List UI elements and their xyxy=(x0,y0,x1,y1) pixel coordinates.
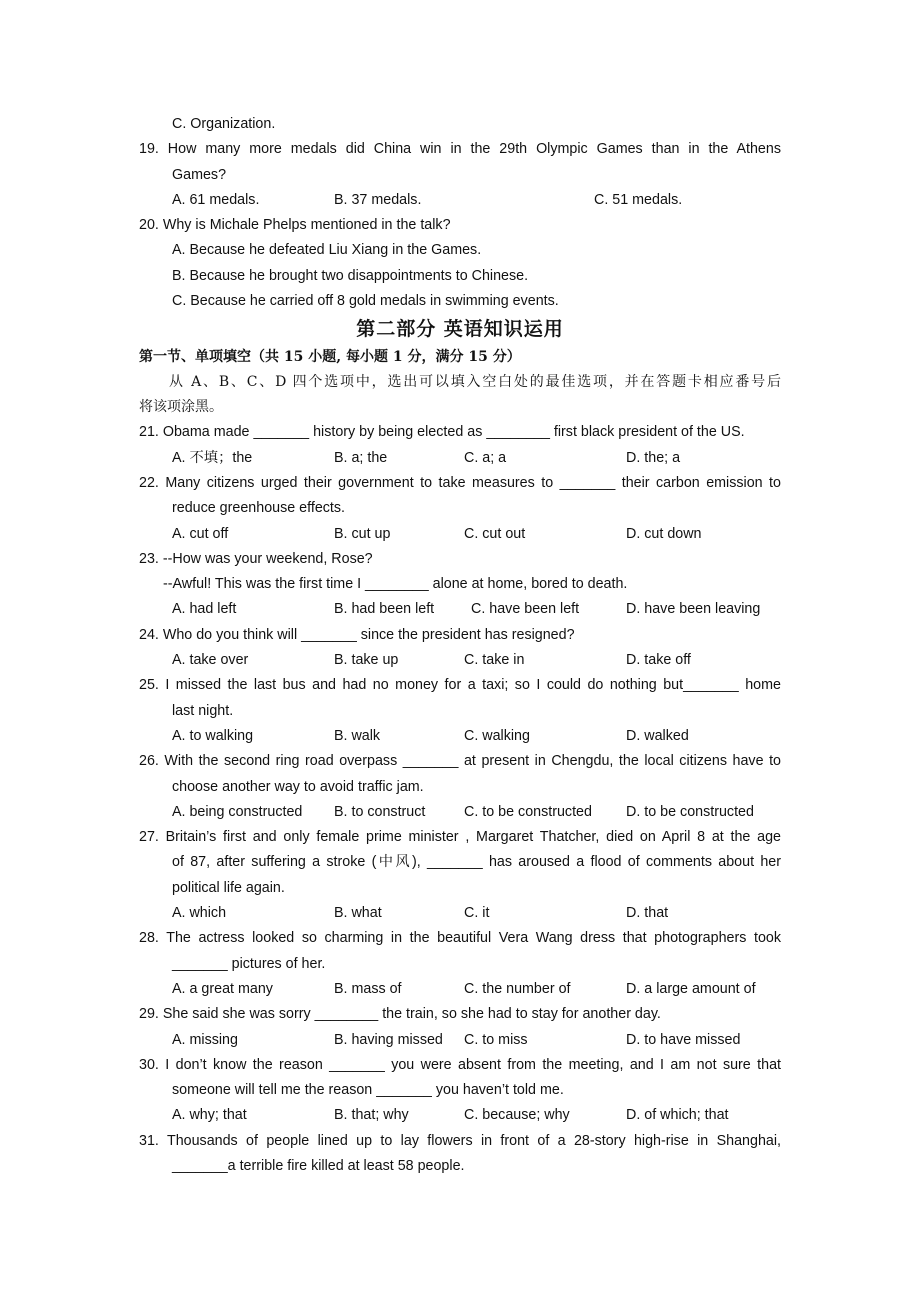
q24-option-d: D. take off xyxy=(626,652,691,669)
q21-options xyxy=(139,446,781,471)
q30-stem-line2: someone will tell me the reason _______ you haven’t told me. xyxy=(172,1082,564,1099)
instruction-line1: 从 A、B、C、D 四个选项中，选出可以填入空白处的最佳选项，并在答题卡相应番号后 xyxy=(169,374,781,391)
q28-stem-line1: 28. The actress looked so charming in the beautiful Vera Wang dress that photographers took xyxy=(139,930,781,947)
q20-option-a: A. Because he defeated Liu Xiang in the Games. xyxy=(172,242,482,259)
q20-option-c: C. Because he carried off 8 gold medals in swimming events. xyxy=(172,293,559,310)
q28-option-c: C. the number of xyxy=(464,980,571,997)
q26-options xyxy=(139,800,781,825)
q24-option-b: B. take up xyxy=(334,652,399,669)
q23-option-b: B. had been left xyxy=(334,601,435,618)
q23-option-d: D. have been leaving xyxy=(626,601,761,618)
q21-option-d: D. the; a xyxy=(626,449,681,466)
q25-stem-line2: last night. xyxy=(172,702,234,719)
q28-stem-line2: _______ pictures of her. xyxy=(172,955,326,972)
q21-option-a: A. 不填；the xyxy=(172,449,253,466)
q22-stem-line1: 22. Many citizens urged their government to take measures to _______ their carbon emission to xyxy=(139,474,781,491)
q19-option-c: C. 51 medals. xyxy=(594,191,683,208)
q19-option-a: A. 61 medals. xyxy=(172,191,260,208)
q25-options xyxy=(139,724,781,749)
q28-options xyxy=(139,977,781,1002)
q31-stem-line2: _______a terrible fire killed at least 58 people. xyxy=(172,1157,465,1174)
q30-options xyxy=(139,1103,781,1128)
exam-page xyxy=(139,112,781,1179)
q23-stem-line2: --Awful! This was the first time I ________ alone at home, bored to death. xyxy=(163,576,628,593)
q27-options xyxy=(139,901,781,926)
q27-option-a: A. which xyxy=(172,905,227,922)
q25-option-a: A. to walking xyxy=(172,727,254,744)
q22-option-b: B. cut up xyxy=(334,525,391,542)
q22-option-c: C. cut out xyxy=(464,525,526,542)
q24-stem: 24. Who do you think will _______ since the president has resigned? xyxy=(139,626,575,643)
q23-option-c: C. have been left xyxy=(471,601,580,618)
q27-option-c: C. it xyxy=(464,905,490,922)
q29-stem: 29. She said she was sorry ________ the train, so she had to stay for another day. xyxy=(139,1006,661,1023)
q26-option-a: A. being constructed xyxy=(172,803,303,820)
q26-stem-line1: 26. With the second ring road overpass _______ at present in Chengdu, the local citizens have to xyxy=(139,753,781,770)
instruction-line2: 将该项涂黑。 xyxy=(139,399,223,416)
q25-option-b: B. walk xyxy=(334,727,381,744)
q31-stem-line1: 31. Thousands of people lined up to lay flowers in front of a 28-story high-rise in Shanghai, xyxy=(139,1132,781,1149)
q21-option-c: C. a; a xyxy=(464,449,507,466)
q26-option-d: D. to be constructed xyxy=(626,803,754,820)
q29-options xyxy=(139,1028,781,1053)
q22-options xyxy=(139,522,781,547)
q29-option-b: B. having missed xyxy=(334,1031,443,1048)
q30-option-d: D. of which; that xyxy=(626,1107,729,1124)
q23-options xyxy=(139,597,781,622)
q28-option-b: B. mass of xyxy=(334,980,402,997)
q25-option-d: D. walked xyxy=(626,727,689,744)
q27-stem-line2: of 87, after suffering a stroke (中风), _______ has aroused a flood of comments about her xyxy=(172,854,781,871)
q25-option-c: C. walking xyxy=(464,727,530,744)
q30-option-c: C. because; why xyxy=(464,1107,570,1124)
q20-option-b: B. Because he brought two disappointments to Chinese. xyxy=(172,267,529,284)
q21-option-b: B. a; the xyxy=(334,449,388,466)
q28-option-d: D. a large amount of xyxy=(626,980,756,997)
q21-stem: 21. Obama made _______ history by being elected as ________ first black president of the US. xyxy=(139,424,745,441)
q29-option-a: A. missing xyxy=(172,1031,238,1048)
q18-option-c: C. Organization. xyxy=(172,116,276,132)
q28-option-a: A. a great many xyxy=(172,980,273,997)
section-heading: 第一节、单项填空（共 15 小题, 每小题 1 分，满分 15 分） xyxy=(139,349,521,366)
q29-option-c: C. to miss xyxy=(464,1031,528,1048)
q30-stem-line1: 30. I don’t know the reason _______ you were absent from the meeting, and I am not sure that xyxy=(139,1056,781,1073)
q19-stem-line2: Games? xyxy=(172,166,227,183)
q23-option-a: A. had left xyxy=(172,601,237,618)
q19-stem-line1: 19. How many more medals did China win in the 29th Olympic Games than in the Athens xyxy=(139,141,781,158)
q29-option-d: D. to have missed xyxy=(626,1031,741,1048)
part2-title: 第二部分 英语知识运用 xyxy=(356,318,564,341)
q27-option-b: B. what xyxy=(334,905,382,922)
q24-option-c: C. take in xyxy=(464,652,525,669)
q27-stem-line3: political life again. xyxy=(172,879,285,896)
q22-stem-line2: reduce greenhouse effects. xyxy=(172,500,346,517)
q25-stem-line1: 25. I missed the last bus and had no money for a taxi; so I could do nothing but_______ home xyxy=(139,677,781,694)
q26-option-b: B. to construct xyxy=(334,803,426,820)
q26-option-c: C. to be constructed xyxy=(464,803,592,820)
q26-stem-line2: choose another way to avoid traffic jam. xyxy=(172,778,424,795)
q19-option-b: B. 37 medals. xyxy=(334,191,422,208)
q22-option-a: A. cut off xyxy=(172,525,229,542)
q23-stem-line1: 23. --How was your weekend, Rose? xyxy=(139,550,373,567)
q30-option-b: B. that; why xyxy=(334,1107,409,1124)
q24-option-a: A. take over xyxy=(172,652,249,669)
q20-stem: 20. Why is Michale Phelps mentioned in the talk? xyxy=(139,217,451,234)
q22-option-d: D. cut down xyxy=(626,525,702,542)
q19-options xyxy=(139,188,781,213)
q24-options xyxy=(139,648,781,673)
q30-option-a: A. why; that xyxy=(172,1107,247,1124)
q27-stem-line1: 27. Britain’s first and only female prime minister , Margaret Thatcher, died on April 8 at the age xyxy=(139,829,781,846)
q27-option-d: D. that xyxy=(626,905,669,922)
